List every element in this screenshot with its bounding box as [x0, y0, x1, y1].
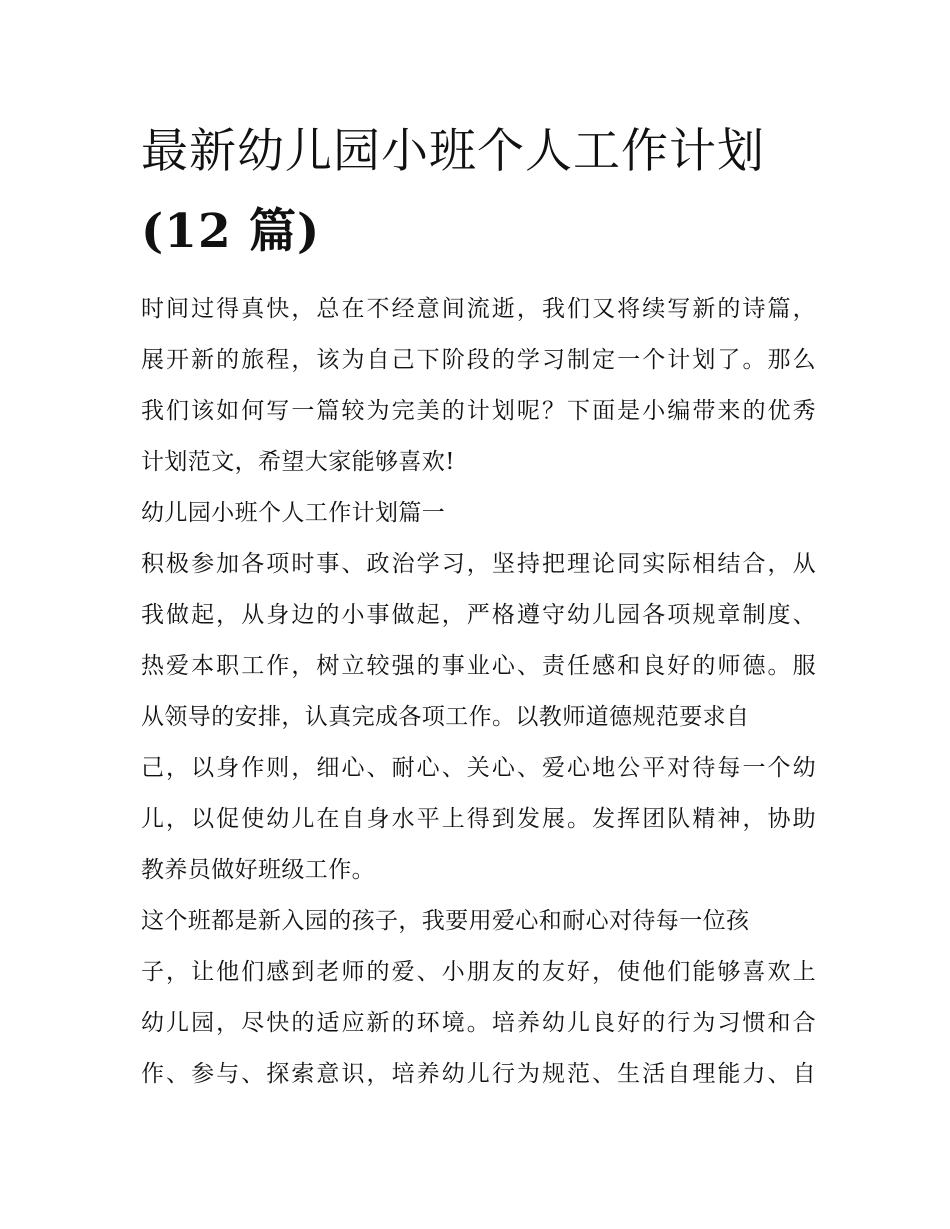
text-line: 己，以身作则，细心、耐心、关心、爱心地公平对待每一个幼	[141, 755, 816, 781]
text-line: 教养员做好班级工作。	[141, 857, 375, 883]
text-line: 儿，以促使幼儿在自身水平上得到发展。发挥团队精神，协助	[141, 806, 816, 832]
section-heading: 幼儿园小班个人工作计划篇一	[141, 500, 446, 526]
document-page	[141, 112, 816, 1100]
text-line: 计划范文，希望大家能够喜欢!	[141, 449, 455, 475]
text-line: 作、参与、探索意识，培养幼儿行为规范、生活自理能力、自	[141, 1061, 816, 1087]
text-line: 积极参加各项时事、政治学习，坚持把理论同实际相结合，从	[141, 551, 816, 577]
text-line: 我们该如何写一篇较为完美的计划呢？下面是小编带来的优秀	[141, 398, 816, 424]
text-line: 这个班都是新入园的孩子，我要用爱心和耐心对待每一位孩	[141, 908, 750, 934]
document-body	[141, 284, 816, 1100]
text-line: 时间过得真快，总在不经意间流逝，我们又将续写新的诗篇，	[141, 296, 816, 322]
text-line: 幼儿园，尽快的适应新的环境。培养幼儿良好的行为习惯和合	[141, 1010, 816, 1036]
title-line-1: 最新幼儿园小班个人工作计划	[141, 124, 765, 179]
text-line: 热爱本职工作，树立较强的事业心、责任感和良好的师德。服	[141, 653, 816, 679]
document-title	[141, 112, 816, 272]
title-line-2: (12 篇)	[141, 204, 321, 259]
text-line: 我做起，从身边的小事做起，严格遵守幼儿园各项规章制度、	[141, 602, 816, 628]
text-line: 从领导的安排，认真完成各项工作。以教师道德规范要求自	[141, 704, 750, 730]
text-line: 展开新的旅程，该为自己下阶段的学习制定一个计划了。那么	[141, 347, 816, 373]
text-line: 子，让他们感到老师的爱、小朋友的友好，使他们能够喜欢上	[141, 959, 816, 985]
